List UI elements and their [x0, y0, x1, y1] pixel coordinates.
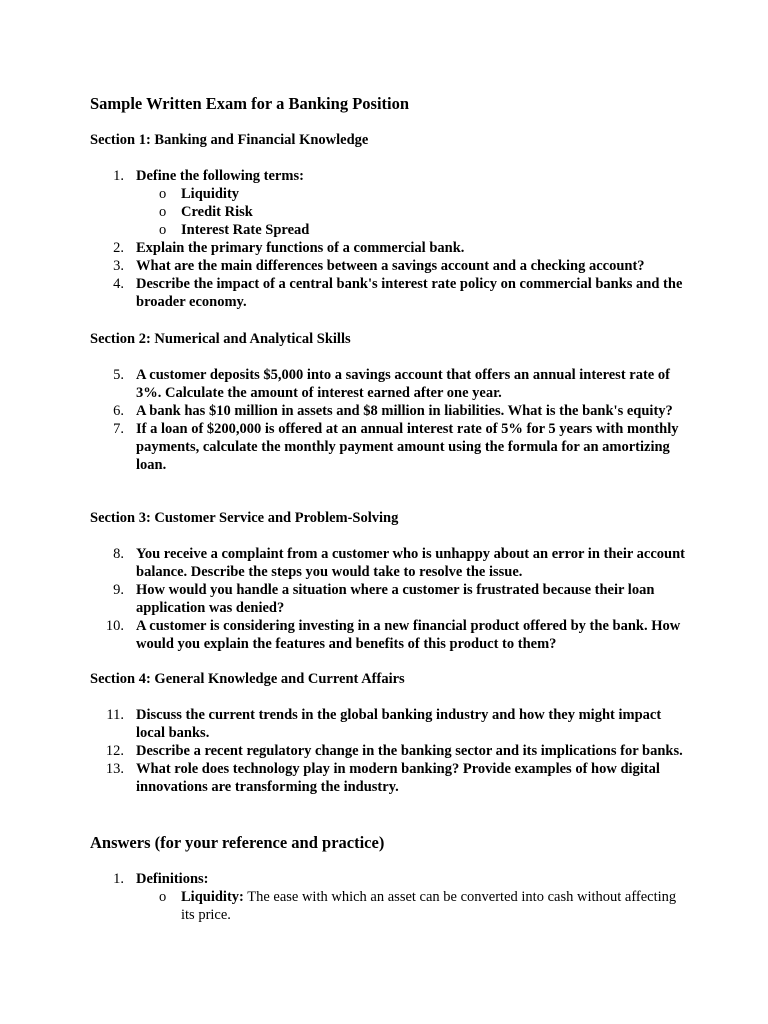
- answers-heading: Answers (for your reference and practice): [90, 833, 385, 852]
- term-item: [136, 203, 690, 221]
- question-item: [90, 275, 690, 311]
- question-item: [90, 742, 690, 760]
- question-text: What role does technology play in modern banking? Provide examples of how digital innovations are transforming the industry.: [136, 761, 660, 795]
- question-number: 2.: [113, 240, 124, 256]
- question-text: A bank has $10 million in assets and $8 million in liabilities. What is the bank's equity?: [136, 403, 673, 419]
- term-item: [136, 185, 690, 203]
- answer-item: [90, 870, 690, 924]
- question-item: [90, 760, 690, 796]
- question-item: [90, 617, 690, 653]
- question-item: [90, 545, 690, 581]
- question-number: 3.: [113, 258, 124, 274]
- definition-text: The ease with which an asset can be converted into cash without affecting its price.: [181, 889, 677, 923]
- question-item: [90, 581, 690, 617]
- answers-list: [90, 870, 690, 924]
- question-text: Define the following terms:: [136, 168, 304, 184]
- question-text: Describe a recent regulatory change in the banking sector and its implications for banks.: [136, 743, 683, 759]
- question-text: Explain the primary functions of a commercial bank.: [136, 240, 465, 256]
- question-item: [90, 167, 690, 239]
- question-text: Describe the impact of a central bank's interest rate policy on commercial banks and the broader economy.: [136, 276, 683, 310]
- section-4-questions: [90, 706, 690, 796]
- term-item: [136, 221, 690, 239]
- question-text: A customer is considering investing in a new financial product offered by the bank. How would you explain the features and benefits of this product to them?: [136, 618, 681, 652]
- section-1-heading: Section 1: Banking and Financial Knowledge: [90, 132, 369, 148]
- question-number: 8.: [113, 546, 124, 562]
- bullet-icon: o: [159, 222, 167, 238]
- question-number: 10.: [105, 618, 124, 634]
- question-number: 7.: [113, 421, 124, 437]
- term-label: Liquidity: [181, 186, 240, 202]
- term-label: Interest Rate Spread: [181, 222, 310, 238]
- bullet-icon: o: [159, 186, 167, 202]
- section-4-heading: Section 4: General Knowledge and Current Affairs: [90, 671, 405, 687]
- section-3-heading: Section 3: Customer Service and Problem-Solving: [90, 510, 399, 526]
- question-item: [90, 706, 690, 742]
- question-number: 9.: [113, 582, 124, 598]
- term-list: [136, 185, 690, 239]
- answer-text: Definitions:: [136, 871, 209, 887]
- question-number: 13.: [105, 761, 124, 777]
- question-number: 6.: [113, 403, 124, 419]
- section-1-questions: [90, 167, 690, 311]
- question-number: 11.: [106, 707, 124, 723]
- question-item: [90, 420, 690, 474]
- page-title: Sample Written Exam for a Banking Position: [90, 94, 410, 113]
- definition-term: Liquidity:: [181, 889, 244, 905]
- question-number: 4.: [113, 276, 124, 292]
- section-3-questions: [90, 545, 690, 653]
- question-text: You receive a complaint from a customer who is unhappy about an error in their account balance. Describe the steps you would take to resolve the issue.: [136, 546, 685, 580]
- answer-number: 1.: [113, 871, 124, 887]
- question-text: Discuss the current trends in the global banking industry and how they might impact local banks.: [136, 707, 662, 741]
- bullet-icon: o: [159, 204, 167, 220]
- question-text: A customer deposits $5,000 into a savings account that offers an annual interest rate of 3%. Calculate the amount of interest earned after one year.: [136, 367, 670, 401]
- definition-item: [136, 888, 690, 924]
- question-item: [90, 402, 690, 420]
- question-text: How would you handle a situation where a customer is frustrated because their loan application was denied?: [136, 582, 655, 616]
- section-2-questions: [90, 366, 690, 474]
- question-item: [90, 239, 690, 257]
- term-label: Credit Risk: [181, 204, 253, 220]
- bullet-icon: o: [159, 889, 167, 905]
- question-number: 12.: [105, 743, 124, 759]
- definition-list: [136, 888, 690, 924]
- question-number: 1.: [113, 168, 124, 184]
- question-text: If a loan of $200,000 is offered at an annual interest rate of 5% for 5 years with monthly payments, calculate the monthly payment amount using the formula for an amortizing loan.: [136, 421, 679, 473]
- question-item: [90, 366, 690, 402]
- section-2-heading: Section 2: Numerical and Analytical Skills: [90, 331, 351, 347]
- question-number: 5.: [113, 367, 124, 383]
- question-text: What are the main differences between a savings account and a checking account?: [136, 258, 645, 274]
- question-item: [90, 257, 690, 275]
